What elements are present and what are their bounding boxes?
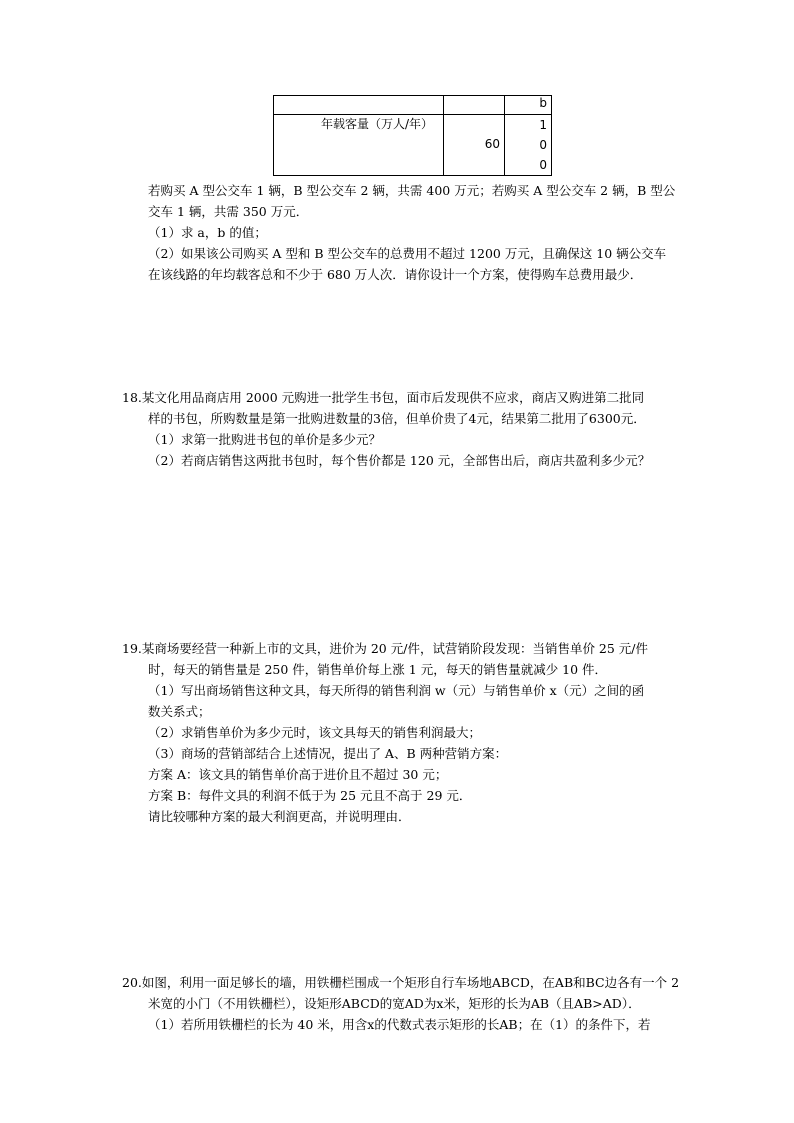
table-header-cell [274, 96, 444, 115]
q19-line: （3）商场的营销部结合上述情况，提出了 A、B 两种营销方案： [148, 746, 508, 761]
q18-line: （2）若商店销售这两批书包时，每个售价都是 120 元，全部售出后，商店共盈利多少元？ [148, 453, 651, 468]
table-row [274, 115, 552, 176]
table-header-cell: b [505, 96, 552, 115]
digit: 1 [539, 118, 547, 132]
q19-line: 数关系式； [148, 704, 211, 719]
q20-line: 20.如图，利用一面足够长的墙，用铁栅栏围成一个矩形自行车场地ABCD，在AB和BC边各有一个 2 [122, 975, 680, 990]
row-value-b [505, 115, 552, 176]
passenger-table [273, 95, 552, 176]
q19-line: 19.某商场要经营一种新上市的文具，进价为 20 元/件，试营销阶段发现：当销售单价 25 元/件 [122, 641, 649, 656]
table-header-cell [444, 96, 505, 115]
q17-line: 若购买 A 型公交车 1 辆，B 型公交车 2 辆，共需 400 万元；若购买 A 型公交车 2 辆，B 型公 [148, 183, 676, 198]
q20-line: （1）若所用铁栅栏的长为 40 米，用含x的代数式表示矩形的长AB；在（1）的条件下，若 [148, 1017, 651, 1032]
row-label: 年载客量（万人/年） [274, 115, 444, 176]
q19-line: （2）求销售单价为多少元时，该文具每天的销售利润最大； [148, 725, 481, 740]
q17-line: （2）如果该公司购买 A 型和 B 型公交车的总费用不超过 1200 万元，且确保这 10 辆公交车 [148, 246, 667, 261]
row-value-a: 60 [444, 115, 505, 176]
table-header-row [274, 96, 552, 115]
q20-line: 米宽的小门（不用铁栅栏），设矩形ABCD的宽AD为x米，矩形的长为AB（且AB>AD）． [148, 996, 641, 1011]
q19-line: 时，每天的销售量是 250 件，销售单价每上涨 1 元，每天的销售量就减少 10 件． [148, 662, 608, 677]
q17-line: 交车 1 辆，共需 350 万元． [148, 204, 309, 219]
q19-line: 方案 B：每件文具的利润不低于为 25 元且不高于 29 元． [148, 788, 472, 803]
q17-line: 在该线路的年均载客总和不少于 680 万人次．请你设计一个方案，使得购车总费用最少． [148, 267, 643, 282]
q18-line: （1）求第一批购进书包的单价是多少元？ [148, 432, 381, 447]
q19-line: 请比较哪种方案的最大利润更高，并说明理由． [148, 809, 411, 824]
digit: 0 [539, 158, 547, 172]
q19-line: （1）写出商场销售这种文具，每天所得的销售利润 w（元）与销售单价 x（元）之间的函 [148, 683, 645, 698]
q17-line: （1）求 a，b 的值； [148, 225, 267, 240]
q18-line: 样的书包，所购数量是第一批购进数量的3倍，但单价贵了4元，结果第二批用了6300元． [148, 411, 646, 426]
q19-line: 方案 A：该文具的销售单价高于进价且不超过 30 元； [148, 767, 448, 782]
digit: 0 [539, 138, 547, 152]
q18-line: 18.某文化用品商店用 2000 元购进一批学生书包，面市后发现供不应求，商店又购进第二批同 [122, 390, 645, 405]
